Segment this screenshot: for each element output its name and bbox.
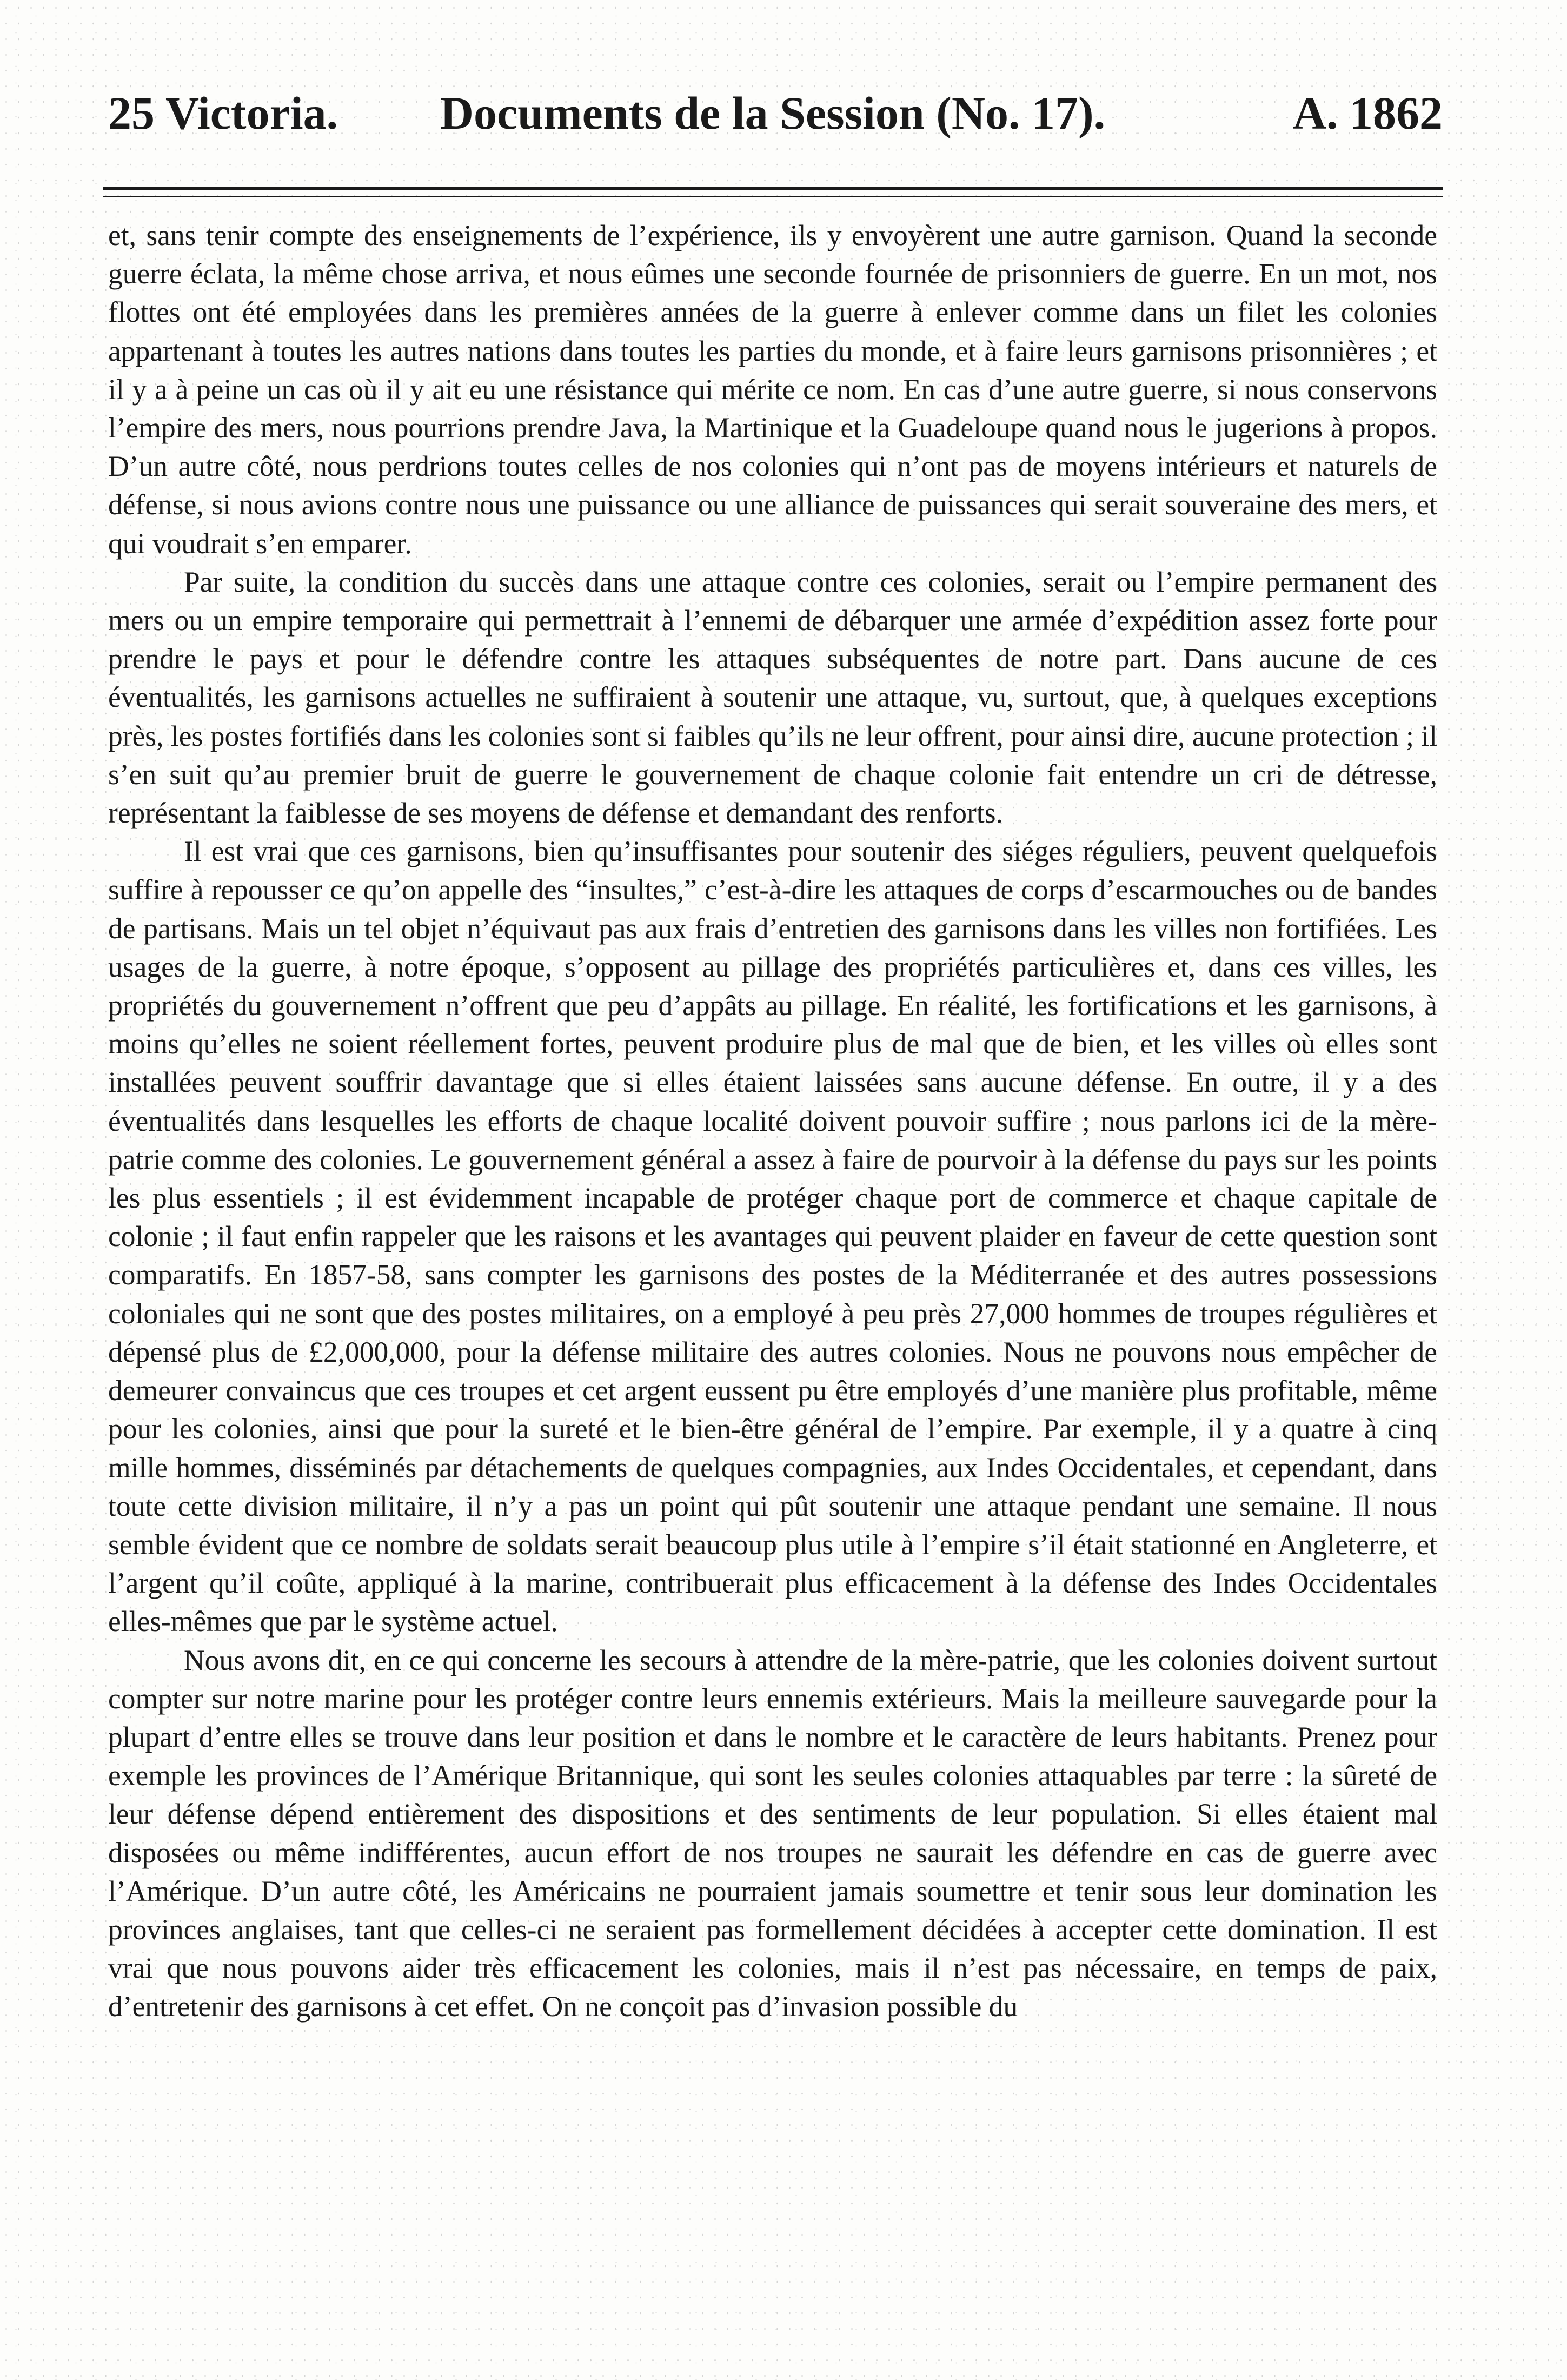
header-rule-thick <box>103 187 1443 190</box>
body-text <box>108 216 1437 2026</box>
running-header <box>103 81 1443 157</box>
header-rule-thin <box>103 196 1443 197</box>
header-left: 25 Victoria. <box>108 87 338 139</box>
paragraph-2: Par suite, la condition du succès dans une attaque contre ces colonies, serait ou l’empire permanent des mers ou un empire temporaire qui permettrait à l’ennemi de débarquer une armée d’expédition assez forte pour prendre le pays et pour le défendre contre les attaques subséquentes de notre part. Dans aucune de ces éventualités, les garnisons actuelles ne suffiraient à soutenir une attaque, vu, surtout, que, à quelques exceptions près, les postes fortifiés dans les colonies sont si faibles qu’ils ne leur offrent, pour ainsi dire, aucune protection ; il s’en suit qu’au premier bruit de guerre le gouvernement de chaque colonie fait entendre un cri de détresse, représentant la faiblesse de ses moyens de défense et demandant des renforts. <box>108 565 1437 830</box>
header-right: A. 1862 <box>1292 87 1443 139</box>
paragraph-4: Nous avons dit, en ce qui concerne les secours à attendre de la mère-patrie, que les colonies doivent surtout compter sur notre marine pour les protéger contre leurs ennemis extérieurs. Mais la meilleure sauvegarde pour la plupart d’entre elles se trouve dans leur position et dans le nombre et le caractère de leurs habitants. Prenez pour exemple les provinces de l’Amérique Britannique, qui sont les seules colonies attaquables par terre : la sûreté de leur défense dépend entièrement des dispositions et des sentiments de leur population. Si elles étaient mal disposées ou même indifférentes, aucun effort de nos troupes ne saurait les défendre en cas de guerre avec l’Amérique. D’un autre côté, les Américains ne pourraient jamais soumettre et tenir sous leur domination les provinces anglaises, tant que celles-ci ne seraient pas formellement décidées à accepter cette domination. Il est vrai que nous pouvons aider très efficacement les colonies, mais il n’est pas nécessaire, en temps de paix, d’entretenir des garnisons à cet effet. On ne conçoit pas d’invasion possible du <box>108 1643 1437 2023</box>
paragraph-1: et, sans tenir compte des enseignements de l’expérience, ils y envoyèrent une autre garnison. Quand la seconde guerre éclata, la même chose arriva, et nous eûmes une seconde fournée de prisonniers de guerre. En un mot, nos flottes ont été employées dans les premières années de la guerre à enlever comme dans un filet les colonies appartenant à toutes les autres nations dans toutes les parties du monde, et à faire leurs garnisons prisonnières ; et il y a à peine un cas où il y ait eu une résistance qui mérite ce nom. En cas d’une autre guerre, si nous conservons l’empire des mers, nous pourrions prendre Java, la Martinique et la Guadeloupe quand nous le jugerions à propos. D’un autre côté, nous perdrions toutes celles de nos colonies qui n’ont pas de moyens intérieurs et naturels de défense, si nous avions contre nous une puissance ou une alliance de puissances qui serait souveraine des mers, et qui voudrait s’en emparer. <box>108 219 1437 560</box>
header-center: Documents de la Session (No. 17). <box>440 87 1106 139</box>
paragraph-3: Il est vrai que ces garnisons, bien qu’insuffisantes pour soutenir des siéges réguliers, peuvent quelquefois suffire à repousser ce qu’on appelle des “insultes,” c’est-à-dire les attaques de corps d’escarmouches ou de bandes de partisans. Mais un tel objet n’équivaut pas aux frais d’entretien des garnisons dans les villes non fortifiées. Les usages de la guerre, à notre époque, s’opposent au pillage des propriétés particulières et, dans ces villes, les propriétés du gouvernement n’offrent que peu d’appâts au pillage. En réalité, les fortifications et les garnisons, à moins qu’elles ne soient réellement fortes, peuvent produire plus de mal que de bien, et les villes où elles sont installées peuvent souffrir davantage que si elles étaient laissées sans aucune défense. En outre, il y a des éventualités dans lesquelles les efforts de chaque localité doivent pouvoir suffire ; nous parlons ici de la mère-patrie comme des colonies. Le gouvernement général a assez à faire de pourvoir à la défense du pays sur les points les plus essentiels ; il est évidemment incapable de protéger chaque port de commerce et chaque capitale de colonie ; il faut enfin rappeler que les raisons et les avantages qui peuvent plaider en faveur de cette question sont comparatifs. En 1857-58, sans compter les garnisons des postes de la Méditerranée et des autres possessions coloniales qui ne sont que des postes militaires, on a employé à peu près 27,000 hommes de troupes régulières et dépensé plus de £2,000,000, pour la défense militaire des autres colonies. Nous ne pouvons nous empêcher de demeurer convaincus que ces troupes et cet argent eussent pu être employés d’une manière plus profitable, même pour les colonies, ainsi que pour la sureté et le bien-être général de l’empire. Par exemple, il y a quatre à cinq mille hommes, disséminés par détachements de quelques compagnies, aux Indes Occidentales, et cependant, dans toute cette division militaire, il n’y a pas un point qui pût soutenir une attaque pendant une semaine. Il nous semble évident que ce nombre de soldats serait beaucoup plus utile à l’empire s’il était stationné en Angleterre, et l’argent qu’il coûte, appliqué à la marine, contribuerait plus efficacement à la défense des Indes Occidentales elles-mêmes que par le système actuel. <box>108 835 1437 1638</box>
